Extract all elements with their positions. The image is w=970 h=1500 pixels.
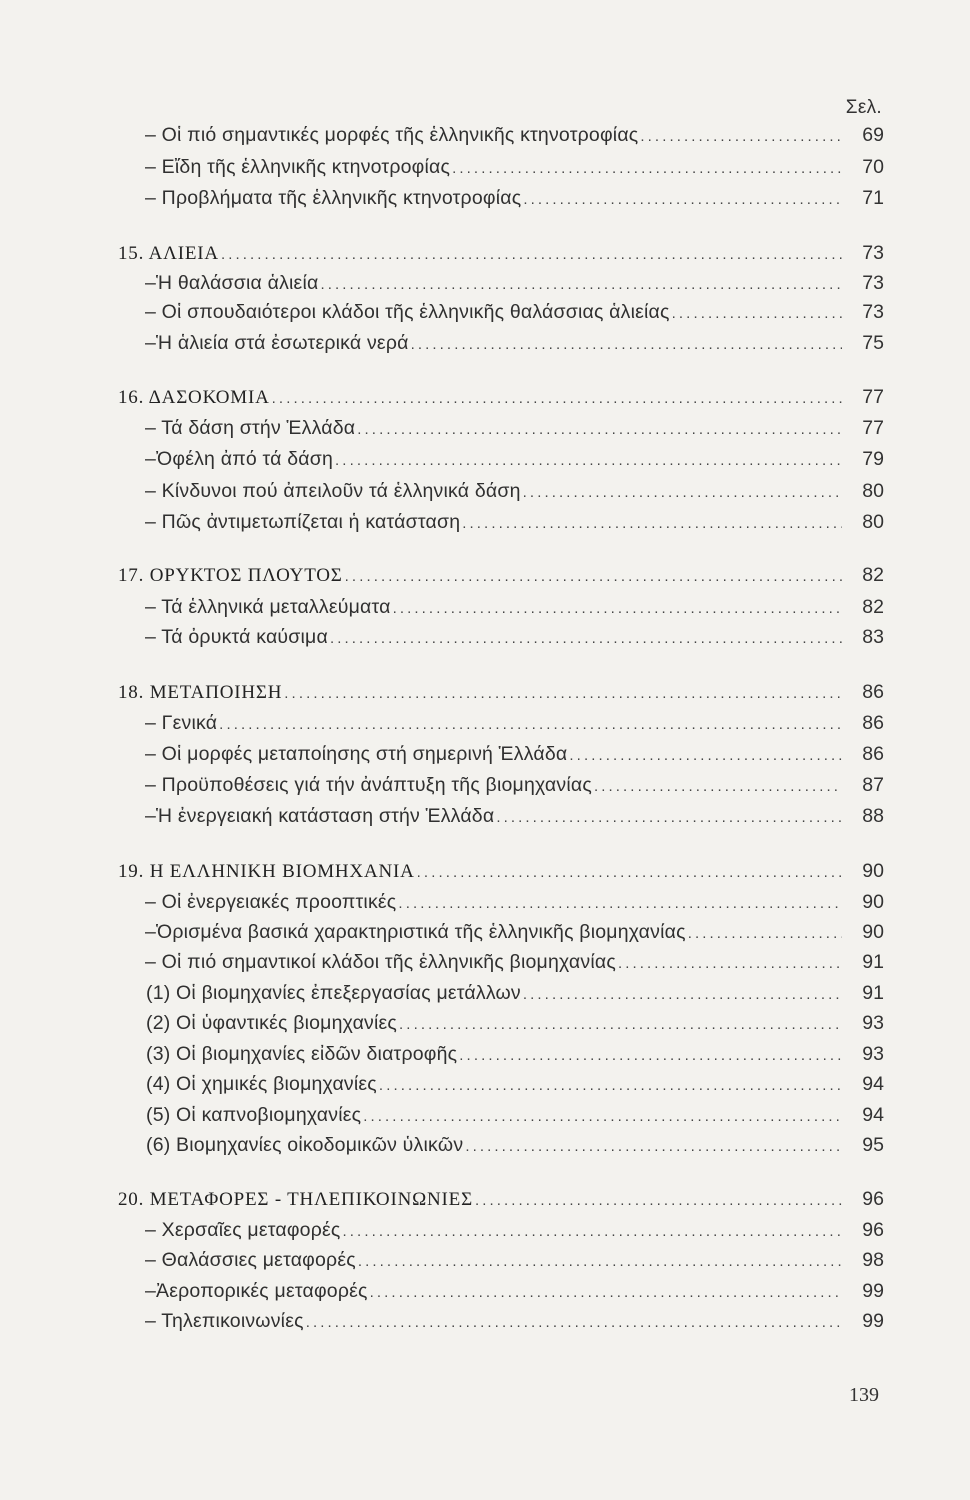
toc-section-title: 20. ΜΕΤΑΦΟΡΕΣ - ΤΗΛΕΠΙΚΟΙΝΩΝΙΕΣ — [118, 1189, 473, 1210]
dot-leader — [357, 421, 842, 438]
dot-leader — [221, 246, 842, 263]
toc-section-title: 19. Η ΕΛΛΗΝΙΚΗ ΒΙΟΜΗΧΑΝΙΑ — [118, 861, 415, 882]
toc-entry-page: 99 — [862, 1280, 884, 1302]
toc-entry — [118, 951, 884, 981]
dot-leader — [672, 305, 842, 322]
toc-entry — [118, 1012, 884, 1042]
toc-entry-title: – Οἱ μορφές μεταποίησης στή σημερινή Ἑλλάδα — [145, 743, 568, 765]
dot-leader — [465, 1138, 842, 1155]
toc-entry — [118, 511, 884, 541]
toc-entry-page: 95 — [862, 1134, 884, 1156]
dot-leader — [417, 864, 842, 881]
toc-entry — [118, 301, 884, 331]
toc-entry-title: (6) Βιομηχανίες οἰκοδομικῶν ὑλικῶν — [146, 1134, 464, 1156]
dot-leader — [335, 452, 842, 469]
toc-entry-title: (1) Οἱ βιομηχανίες ἐπεξεργασίας μετάλλων — [146, 982, 521, 1004]
toc-entry-title: – Εἴδη τῆς ἑλληνικῆς κτηνοτροφίας — [145, 156, 451, 178]
dot-leader — [411, 336, 842, 353]
toc-entry — [118, 1310, 884, 1340]
toc-section — [118, 242, 884, 272]
toc-entry — [118, 626, 884, 656]
toc-entry — [118, 1249, 884, 1279]
toc-entry-page: 87 — [862, 774, 884, 796]
dot-leader — [345, 568, 842, 585]
toc-entry-title: – Γενικά — [145, 712, 218, 734]
toc-entry — [118, 1280, 884, 1310]
toc-section — [118, 564, 884, 594]
toc-section-page: 96 — [862, 1188, 884, 1210]
dot-leader — [640, 128, 842, 145]
dot-leader — [459, 1047, 842, 1064]
toc-entry — [118, 480, 884, 510]
toc-entry-title: –Ὀφέλη ἀπό τά δάση — [145, 448, 334, 470]
dot-leader — [496, 809, 842, 826]
page-number: 139 — [849, 1384, 879, 1406]
dot-leader — [569, 747, 842, 764]
toc-entry-page: 98 — [862, 1249, 884, 1271]
toc-entry-page: 82 — [862, 596, 884, 618]
toc-entry — [118, 743, 884, 773]
toc-section-page: 90 — [862, 860, 884, 882]
toc-entry-page: 93 — [862, 1012, 884, 1034]
toc-entry-page: 94 — [862, 1104, 884, 1126]
dot-leader — [452, 160, 842, 177]
toc-section-page: 73 — [862, 242, 884, 264]
toc-entry-title: –Ὁρισμένα βασικά χαρακτηριστικά τῆς ἑλληνικῆς βιομηχανίας — [145, 921, 686, 943]
toc-section-page: 86 — [862, 681, 884, 703]
toc-entry — [118, 1073, 884, 1103]
page-column-label: Σελ. — [845, 97, 882, 118]
toc-entry — [118, 448, 884, 478]
toc-entry — [118, 774, 884, 804]
toc-entry-page: 96 — [862, 1219, 884, 1241]
toc-entry-page: 99 — [862, 1310, 884, 1332]
dot-leader — [306, 1314, 842, 1331]
dot-leader — [475, 1192, 842, 1209]
dot-leader — [370, 1284, 842, 1301]
dot-leader — [523, 986, 842, 1003]
toc-entry — [118, 332, 884, 362]
dot-leader — [618, 955, 842, 972]
toc-entry-page: 70 — [862, 156, 884, 178]
dot-leader — [523, 191, 842, 208]
toc-section — [118, 386, 884, 416]
toc-entry-title: (5) Οἱ καπνοβιομηχανίες — [146, 1104, 362, 1126]
toc-entry-title: – Τά ἑλληνικά μεταλλεύματα — [145, 596, 391, 618]
toc-entry-page: 77 — [862, 417, 884, 439]
dot-leader — [272, 390, 842, 407]
toc-section — [118, 1188, 884, 1218]
toc-entry-page: 79 — [862, 448, 884, 470]
dot-leader — [379, 1077, 842, 1094]
toc-entry — [118, 712, 884, 742]
toc-entry — [118, 1134, 884, 1164]
toc-entry-title: – Οἱ πιό σημαντικοί κλάδοι τῆς ἑλληνικῆς βιομηχανίας — [145, 951, 616, 973]
toc-entry-title: – Οἱ πιό σημαντικές μορφές τῆς ἑλληνικῆς κτηνοτροφίας — [145, 124, 639, 146]
toc-entry-title: – Προϋποθέσεις γιά τήν ἀνάπτυξη τῆς βιομηχανίας — [145, 774, 592, 796]
dot-leader — [219, 716, 842, 733]
dot-leader — [399, 1016, 842, 1033]
dot-leader — [320, 276, 842, 293]
toc-entry — [118, 187, 884, 217]
toc-entry-title: –Ἡ ἁλιεία στά ἐσωτερικά νερά — [145, 332, 409, 354]
toc-entry — [118, 124, 884, 154]
toc-entry-title: – Πῶς ἀντιμετωπίζεται ἡ κατάσταση — [145, 511, 461, 533]
toc-section — [118, 681, 884, 711]
toc-entry — [118, 156, 884, 186]
toc-entry-page: 91 — [862, 951, 884, 973]
toc-entry-title: –Ἡ θαλάσσια ἁλιεία — [145, 272, 319, 294]
toc-entry-page: 86 — [862, 712, 884, 734]
toc-entry — [118, 272, 884, 302]
toc-entry-page: 80 — [862, 480, 884, 502]
toc-entry-title: – Χερσαῖες μεταφορές — [145, 1219, 341, 1241]
toc-entry — [118, 596, 884, 626]
toc-entry-page: 71 — [862, 187, 884, 209]
toc-entry-title: (3) Οἱ βιομηχανίες εἰδῶν διατροφῆς — [146, 1043, 458, 1065]
toc-section-title: 16. ΔΑΣΟΚΟΜΙΑ — [118, 387, 270, 408]
dot-leader — [343, 1223, 842, 1240]
toc-entry-page: 90 — [862, 891, 884, 913]
toc-entry-title: – Κίνδυνοι πού ἀπειλοῦν τά ἑλληνικά δάση — [145, 480, 521, 502]
toc-entry-page: 75 — [862, 332, 884, 354]
dot-leader — [358, 1253, 842, 1270]
dot-leader — [363, 1108, 842, 1125]
toc-entry-page: 73 — [862, 272, 884, 294]
dot-leader — [523, 484, 842, 501]
toc-entry-page: 83 — [862, 626, 884, 648]
toc-section-title: 17. ΟΡΥΚΤΟΣ ΠΛΟΥΤΟΣ — [118, 565, 343, 586]
toc-section-title: 15. ΑΛΙΕΙΑ — [118, 243, 219, 264]
dot-leader — [688, 925, 842, 942]
dot-leader — [330, 630, 842, 647]
toc-entry — [118, 805, 884, 835]
toc-entry — [118, 417, 884, 447]
dot-leader — [284, 685, 842, 702]
toc-entry-title: (2) Οἱ ὑφαντικές βιομηχανίες — [146, 1012, 398, 1034]
toc-entry — [118, 891, 884, 921]
dot-leader — [398, 895, 842, 912]
toc-entry-title: – Προβλήματα τῆς ἑλληνικῆς κτηνοτροφίας — [145, 187, 522, 209]
toc-entry — [118, 921, 884, 951]
toc-section-title: 18. ΜΕΤΑΠΟΙΗΣΗ — [118, 682, 283, 703]
toc-entry — [118, 1043, 884, 1073]
toc-entry-title: – Οἱ σπουδαιότεροι κλάδοι τῆς ἑλληνικῆς θαλάσσιας ἁλιείας — [145, 301, 670, 323]
toc-section-page: 77 — [862, 386, 884, 408]
toc-entry-page: 69 — [862, 124, 884, 146]
toc-entry-page: 73 — [862, 301, 884, 323]
toc-entry-title: – Τηλεπικοινωνίες — [145, 1310, 304, 1332]
toc-entry-title: – Οἱ ἐνεργειακές προοπτικές — [145, 891, 397, 913]
toc-entry-page: 80 — [862, 511, 884, 533]
dot-leader — [393, 600, 842, 617]
toc-entry-page: 91 — [862, 982, 884, 1004]
toc-entry-title: –Ἡ ἐνεργειακή κατάσταση στήν Ἑλλάδα — [145, 805, 495, 827]
toc-entry-page: 86 — [862, 743, 884, 765]
toc-entry-title: – Θαλάσσιες μεταφορές — [145, 1249, 356, 1271]
toc-entry-title: – Τά ὀρυκτά καύσιμα — [145, 626, 328, 648]
toc-entry-page: 94 — [862, 1073, 884, 1095]
toc-entry — [118, 982, 884, 1012]
toc-entry-title: (4) Οἱ χημικές βιομηχανίες — [146, 1073, 377, 1095]
toc-entry-page: 93 — [862, 1043, 884, 1065]
toc-entry-page: 90 — [862, 921, 884, 943]
toc-section — [118, 860, 884, 890]
toc-entry-page: 88 — [862, 805, 884, 827]
toc-entry — [118, 1219, 884, 1249]
dot-leader — [462, 515, 842, 532]
toc-entry-title: – Τά δάση στήν Ἑλλάδα — [145, 417, 356, 439]
toc-entry-title: –Ἀεροπορικές μεταφορές — [145, 1280, 368, 1302]
dot-leader — [594, 778, 842, 795]
toc-entry — [118, 1104, 884, 1134]
toc-section-page: 82 — [862, 564, 884, 586]
